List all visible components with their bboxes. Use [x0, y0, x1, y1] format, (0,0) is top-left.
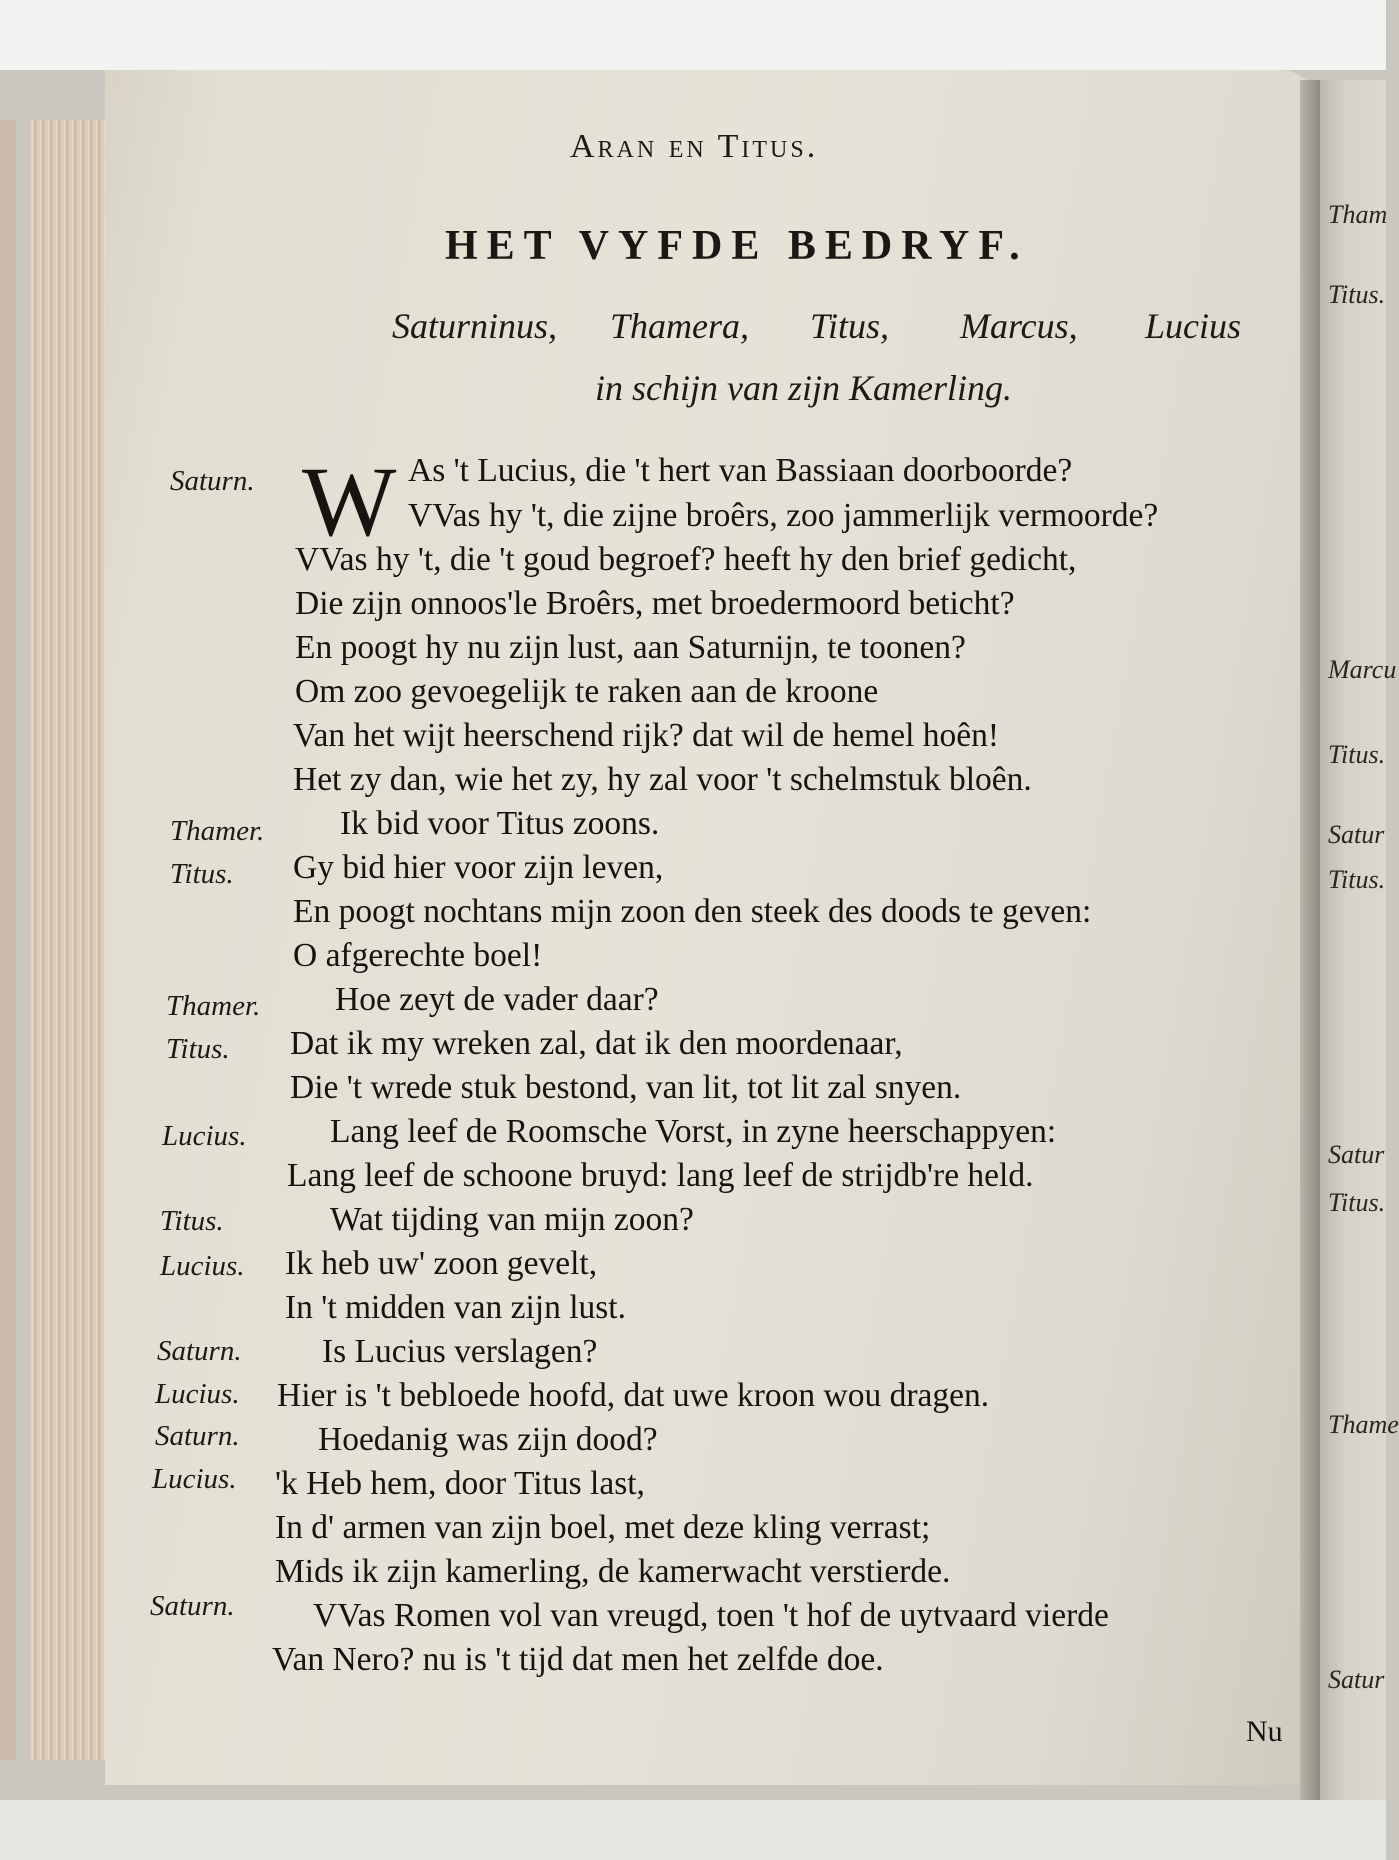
verse-line: Mids ik zijn kamerling, de kamerwacht verstierde.: [275, 1553, 951, 1590]
backdrop-top: [0, 0, 1386, 70]
cast-name: Saturninus,: [392, 306, 558, 346]
verse-line: Lang leef de schoone bruyd: lang leef de strijdb're held.: [287, 1157, 1034, 1194]
running-head: Aran en Titus.: [570, 128, 819, 165]
facing-page-label: Satur: [1328, 1140, 1385, 1169]
speaker-label: Saturn.: [170, 465, 255, 497]
verse-line: VVas Romen vol van vreugd, toen 't hof de uytvaard vierde: [313, 1597, 1109, 1634]
verse-line: VVas hy 't, die zijne broêrs, zoo jammerlijk vermoorde?: [408, 497, 1159, 534]
verse-line: Is Lucius verslagen?: [322, 1333, 598, 1370]
facing-page-label: Titus.: [1328, 740, 1386, 769]
act-title: HET VYFDE BEDRYF.: [445, 223, 1029, 269]
facing-page-label: Titus.: [1328, 865, 1386, 894]
facing-page-label: Satur: [1328, 820, 1385, 849]
verse-line: Hoedanig was zijn dood?: [318, 1421, 658, 1458]
backdrop-bottom: [0, 1800, 1386, 1860]
facing-page: [1320, 80, 1399, 1800]
speaker-label: Lucius.: [152, 1463, 237, 1495]
verse-line: Van het wijt heerschend rijk? dat wil de hemel hoên!: [293, 717, 1000, 754]
speaker-label: Saturn.: [157, 1335, 242, 1367]
facing-page-label: Thame: [1328, 1410, 1399, 1439]
left-page-edge: [0, 120, 16, 1760]
speaker-label: Titus.: [160, 1205, 224, 1237]
verse-line: Hoe zeyt de vader daar?: [335, 981, 659, 1018]
verse-line: Die 't wrede stuk bestond, van lit, tot lit zal snyen.: [290, 1069, 962, 1106]
verse-line: In d' armen van zijn boel, met deze kling verrast;: [275, 1509, 931, 1546]
verse-line: O afgerechte boel!: [293, 937, 543, 974]
facing-page-label: Titus.: [1328, 280, 1386, 309]
verse-line: 'k Heb hem, door Titus last,: [275, 1465, 645, 1502]
verse-line: In 't midden van zijn lust.: [285, 1289, 626, 1326]
speaker-label: Saturn.: [155, 1420, 240, 1452]
verse-line: Gy bid hier voor zijn leven,: [293, 849, 664, 886]
cast-name: Titus,: [810, 306, 890, 346]
verse-line: VVas hy 't, die 't goud begroef? heeft hy den brief gedicht,: [295, 541, 1077, 578]
verse-line: Die zijn onnoos'le Broêrs, met broedermoord beticht?: [295, 585, 1015, 622]
speaker-label: Saturn.: [150, 1590, 235, 1622]
verse-line: Ik bid voor Titus zoons.: [340, 805, 660, 842]
verse-line: Dat ik my wreken zal, dat ik den moordenaar,: [290, 1025, 903, 1062]
cast-name: Lucius: [1145, 306, 1242, 346]
speaker-label: Thamer.: [170, 815, 265, 847]
facing-page-label: Satur: [1328, 1665, 1385, 1694]
cast-name: Marcus,: [960, 306, 1078, 346]
speaker-label: Titus.: [170, 858, 234, 890]
verse-line: Hier is 't bebloede hoofd, dat uwe kroon wou dragen.: [277, 1377, 990, 1414]
cast-name: Thamera,: [610, 306, 750, 346]
verse-line: Ik heb uw' zoon gevelt,: [285, 1245, 598, 1282]
catchword: Nu: [1246, 1715, 1283, 1748]
facing-page-label: Tham: [1328, 200, 1388, 229]
verse-line: As 't Lucius, die 't hert van Bassiaan doorboorde?: [408, 452, 1073, 489]
facing-page-label: Marcu: [1328, 655, 1397, 684]
verse-line: Het zy dan, wie het zy, hy zal voor 't schelmstuk bloên.: [293, 761, 1032, 798]
verse-line: Wat tijding van mijn zoon?: [330, 1201, 694, 1238]
speaker-label: Lucius.: [162, 1120, 247, 1152]
speaker-label: Lucius.: [155, 1378, 240, 1410]
verse-line: Van Nero? nu is 't tijd dat men het zelfde doe.: [272, 1641, 884, 1678]
verse-line: Om zoo gevoegelijk te raken aan de kroone: [295, 673, 879, 710]
speaker-label: Thamer.: [166, 990, 261, 1022]
speaker-label: Lucius.: [160, 1250, 245, 1282]
page-fore-edge: [30, 120, 112, 1760]
facing-page-label: Titus.: [1328, 1188, 1386, 1217]
cast-description: in schijn van zijn Kamerling.: [595, 368, 1012, 408]
verse-line: En poogt nochtans mijn zoon den steek des doods te geven:: [293, 893, 1092, 930]
speaker-label: Titus.: [166, 1033, 230, 1065]
verse-line: En poogt hy nu zijn lust, aan Saturnijn, te toonen?: [295, 629, 966, 666]
verse-line: Lang leef de Roomsche Vorst, in zyne heerschappyen:: [330, 1113, 1057, 1150]
drop-cap: W: [302, 446, 397, 557]
